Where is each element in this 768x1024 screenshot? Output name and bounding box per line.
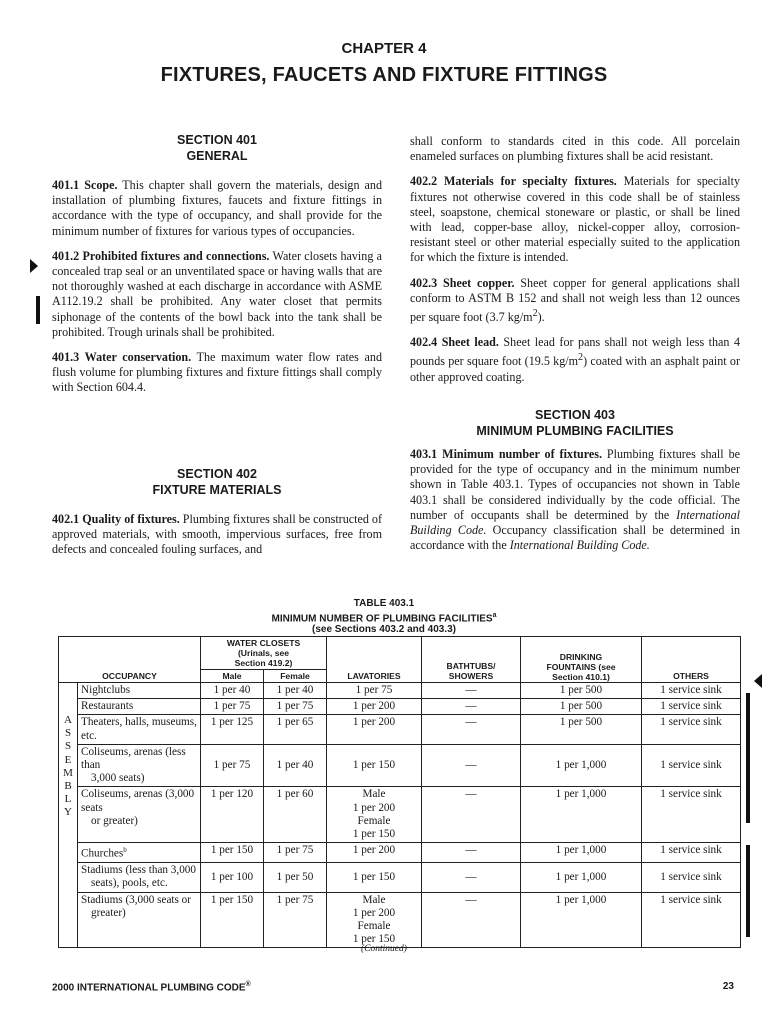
paragraph-401-3-title: 401.3 Water conservation. [52, 350, 192, 365]
paragraph-402-3-text: Sheet copper for general applications shall conform to ASTM B 152 and shall not weigh less than 12 ounces per square foot (3.7 kg/m [410, 275, 740, 325]
table-row [59, 683, 741, 699]
cell-bathtubs: — [422, 699, 521, 715]
group-letter: E [64, 753, 72, 766]
header-occupancy-label: OCCUPANCY [102, 671, 157, 681]
table-title-text: MINIMUM NUMBER OF PLUMBING FACILITIES [271, 612, 493, 624]
page-number: 23 [722, 981, 734, 992]
cell-male: 1 per 125 [201, 715, 264, 744]
group-letter: S [64, 727, 72, 740]
header-drinking-label: DRINKING FOUNTAINS (see Section 410.1) [546, 652, 616, 682]
cell-lavatories [327, 892, 422, 948]
occupancy-name: Restaurants [81, 700, 134, 713]
header-water-closets [201, 637, 327, 670]
cell-others: 1 service sink [642, 744, 741, 787]
section-403-title: MINIMUM PLUMBING FACILITIES [476, 423, 674, 438]
chapter-label: CHAPTER 4 [341, 40, 427, 57]
occupancy-name: Churches [81, 847, 124, 860]
chapter-title: FIXTURES, FAUCETS AND FIXTURE FITTINGS [160, 64, 608, 86]
cell-female: 1 per 75 [264, 843, 327, 863]
header-male-label: Male [222, 671, 242, 681]
cell-drinking: 1 per 500 [521, 683, 642, 699]
occupancy-name: Nightclubs [81, 684, 131, 696]
occupancy-name-cont: greater) [91, 906, 126, 919]
header-water-closets-label: WATER CLOSETS [226, 638, 301, 648]
section-401-number: SECTION 401 [177, 133, 257, 147]
italic-reference: International Building Code. [410, 507, 740, 537]
group-letter: A [64, 714, 72, 726]
cell-female: 1 per 75 [264, 892, 327, 948]
header-bathtubs-label: BATHTUBS/ SHOWERS [446, 661, 496, 681]
cell-others: 1 service sink [642, 699, 741, 715]
change-bar [746, 845, 750, 937]
paragraph-401-3 [52, 350, 382, 396]
occupancy-name: Theaters, halls, museums, etc. [81, 716, 197, 742]
change-bar [36, 296, 40, 324]
section-402-title: FIXTURE MATERIALS [152, 482, 282, 497]
table-continued-note: (Continued) [361, 944, 407, 954]
change-bar [746, 693, 750, 823]
group-letter: S [64, 740, 72, 753]
cell-bathtubs: — [422, 744, 521, 787]
cell-bathtubs: — [422, 683, 521, 699]
paragraph-401-3-text: The maximum water flow rates and flush volume for plumbing fixtures and fixture fittings shall comply with Section 604.4. [52, 350, 382, 395]
table-row [59, 787, 741, 843]
lavatories-line: Female [357, 919, 391, 932]
occupancy-name-cont: 3,000 seats) [91, 772, 145, 785]
cell-lavatories: 1 per 200 [327, 699, 422, 715]
cell-drinking: 1 per 1,000 [521, 863, 642, 892]
table-row [59, 699, 741, 715]
cell-others: 1 service sink [642, 715, 741, 744]
right-column [410, 134, 740, 563]
cell-occupancy [78, 863, 201, 892]
paragraph-403-1-text-2: Occupancy classification shall be determined in accordance with the [410, 522, 741, 553]
cell-male: 1 per 120 [201, 787, 264, 843]
paragraph-402-3-title: 402.3 Sheet copper. [410, 275, 515, 290]
change-arrow-icon [30, 259, 38, 273]
section-402-heading [52, 466, 382, 498]
cell-occupancy [78, 892, 201, 948]
paragraph-402-3 [410, 276, 740, 326]
cell-female: 1 per 40 [264, 744, 327, 787]
table-title [0, 610, 768, 625]
cell-female: 1 per 65 [264, 715, 327, 744]
header-female-label: Female [280, 671, 310, 681]
change-arrow-icon [754, 674, 762, 688]
occupancy-name: Stadiums (3,000 seats or [81, 893, 192, 906]
lavatories-line: Male [362, 893, 386, 906]
header-bathtubs [422, 637, 521, 683]
cell-occupancy [78, 683, 201, 699]
cell-male: 1 per 75 [201, 744, 264, 787]
table-subtitle: (see Sections 403.2 and 403.3) [312, 624, 456, 636]
cell-drinking: 1 per 1,000 [521, 744, 642, 787]
cell-drinking: 1 per 1,000 [521, 787, 642, 843]
table-row [59, 892, 741, 948]
header-drinking [521, 637, 642, 683]
paragraph-401-2-text: Water closets having a concealed trap seal or an unventilated space or having walls that are not thoroughly washed at each discharge in accordance with ASME A112.19.2 shall be prohibited. Any water closet that permits siphonage of the contents of the bowl back into the tank shall be prohibited. Trough urinals shall be prohibited. [52, 248, 382, 339]
paragraph-402-1-cont-text: shall conform to standards cited in this code. All porcelain enameled surfaces on plumbing fixtures shall be acid resistant. [410, 134, 740, 164]
cell-occupancy [78, 699, 201, 715]
table-caption [0, 598, 768, 636]
section-403-heading [410, 407, 740, 439]
cell-others: 1 service sink [642, 683, 741, 699]
section-403-number: SECTION 403 [535, 407, 615, 422]
registered-mark: ® [245, 981, 251, 988]
paragraph-402-4 [410, 335, 740, 385]
group-letter: L [64, 793, 72, 806]
header-female [264, 670, 327, 683]
paragraph-402-1-continued [410, 134, 740, 164]
cell-female: 1 per 75 [264, 699, 327, 715]
paragraph-402-3-text-end: ). [537, 310, 545, 325]
cell-others: 1 service sink [642, 787, 741, 843]
cell-occupancy [78, 843, 201, 863]
footer-book-title [52, 981, 251, 993]
cell-bathtubs: — [422, 787, 521, 843]
cell-male: 1 per 150 [201, 892, 264, 948]
paragraph-401-1-title: 401.1 Scope. [52, 178, 118, 192]
group-label-assembly [59, 683, 78, 948]
cell-bathtubs: — [422, 892, 521, 948]
group-letter: Y [64, 806, 72, 819]
section-402-number: SECTION 402 [177, 466, 257, 481]
header-others-label: OTHERS [673, 671, 709, 681]
occupancy-name-cont: or greater) [91, 814, 138, 827]
cell-others: 1 service sink [642, 892, 741, 948]
paragraph-402-4-title: 402.4 Sheet lead. [410, 335, 499, 350]
cell-lavatories: 1 per 200 [327, 843, 422, 863]
occupancy-name: Coliseums, arenas (less than [81, 745, 186, 772]
cell-drinking: 1 per 500 [521, 699, 642, 715]
occupancy-name: Coliseums, arenas (3,000 seats [81, 788, 195, 814]
paragraph-401-1-text: This chapter shall govern the materials, design and installation of plumbing fixtures, faucets and fixture fittings in accordance with the type of occupancy, and shall provide for the minimum number of fixtures for various types of occupancies. [52, 178, 382, 238]
superscript: 2 [578, 352, 584, 364]
paragraph-403-1-title: 403.1 Minimum number of fixtures. [410, 446, 602, 461]
group-letter: B [64, 780, 72, 793]
cell-lavatories: 1 per 150 [327, 863, 422, 892]
header-water-closets-note: (Urinals, see Section 419.2) [234, 648, 293, 668]
paragraph-402-4-text: Sheet lead for pans shall not weigh less than 4 pounds per square foot (19.5 kg/m [410, 335, 740, 369]
italic-reference: International Building Code. [509, 538, 650, 553]
lavatories-line: Female [357, 814, 391, 827]
paragraph-402-2-title: 402.2 Materials for specialty fixtures. [410, 174, 617, 189]
table-title-footnote: a [492, 611, 497, 619]
cell-others: 1 service sink [642, 863, 741, 892]
cell-bathtubs: — [422, 843, 521, 863]
cell-occupancy [78, 715, 201, 744]
header-others [642, 637, 741, 683]
table-row [59, 715, 741, 744]
cell-occupancy [78, 787, 201, 843]
left-column [52, 132, 382, 567]
cell-lavatories [327, 787, 422, 843]
plumbing-facilities-table [58, 636, 741, 948]
lavatories-line: Male [362, 788, 386, 801]
section-401-heading [52, 132, 382, 164]
cell-female: 1 per 40 [264, 683, 327, 699]
paragraph-402-1-title: 402.1 Quality of fixtures. [52, 511, 180, 526]
cell-female: 1 per 50 [264, 863, 327, 892]
cell-lavatories: 1 per 150 [327, 744, 422, 787]
header-male [201, 670, 264, 683]
header-lavatories [327, 637, 422, 683]
cell-male: 1 per 150 [201, 843, 264, 863]
paragraph-403-1-text: Plumbing fixtures shall be provided for the type of occupancy and in the minimum number shown in Table 403.1. Types of occupancies not shown in Table 403.1 shall be considered individually by the code official. The number of occupants shall be determined by the [410, 446, 740, 522]
cell-male: 1 per 40 [201, 683, 264, 699]
footnote-marker: b [123, 846, 127, 855]
group-letter: M [63, 766, 73, 779]
cell-drinking: 1 per 1,000 [521, 892, 642, 948]
cell-others: 1 service sink [642, 843, 741, 863]
cell-occupancy [78, 744, 201, 787]
lavatories-line: 1 per 200 [352, 801, 396, 814]
lavatories-line: 1 per 200 [352, 906, 396, 919]
occupancy-name: Stadiums (less than 3,000 [81, 864, 196, 877]
cell-drinking: 1 per 1,000 [521, 843, 642, 863]
cell-lavatories: 1 per 75 [327, 683, 422, 699]
paragraph-402-4-text-end: ) coated with an asphalt paint or other approved coating. [410, 354, 740, 384]
cell-lavatories: 1 per 200 [327, 715, 422, 744]
cell-bathtubs: — [422, 863, 521, 892]
cell-bathtubs: — [422, 715, 521, 744]
header-lavatories-label: LAVATORIES [347, 671, 401, 681]
cell-female: 1 per 60 [264, 787, 327, 843]
table-row [59, 843, 741, 863]
table-row [59, 744, 741, 787]
paragraph-403-1 [410, 447, 740, 553]
paragraph-402-2 [410, 174, 740, 265]
lavatories-line: 1 per 150 [352, 828, 396, 841]
cell-male: 1 per 75 [201, 699, 264, 715]
table-row [59, 863, 741, 892]
paragraph-402-1-text: Plumbing fixtures shall be constructed of approved materials, with smooth, impervious surfaces, free from defects and concealed fouling surfaces, and [52, 511, 383, 557]
cell-male: 1 per 100 [201, 863, 264, 892]
occupancy-name-cont: seats), pools, etc. [91, 877, 168, 890]
paragraph-402-1 [52, 512, 382, 558]
paragraph-401-2 [52, 249, 382, 340]
table-header-row [59, 637, 741, 670]
section-401-title: GENERAL [186, 149, 248, 163]
paragraph-401-2-title: 401.2 Prohibited fixtures and connections. [52, 248, 270, 263]
paragraph-401-1 [52, 178, 382, 239]
header-occupancy [59, 637, 201, 683]
footer-book-text: 2000 INTERNATIONAL PLUMBING CODE [52, 982, 246, 994]
superscript: 2 [532, 308, 538, 320]
table-number: TABLE 403.1 [353, 598, 415, 609]
cell-drinking: 1 per 500 [521, 715, 642, 744]
lavatories-line: 1 per 150 [352, 933, 396, 946]
paragraph-402-2-text: Materials for specialty fixtures not otherwise covered in this code shall be of stainless steel, soapstone, chemical stoneware or plastic, or shall be lined with lead, copper-base alloy, nickel-copper alloy, corrosion-resistant steel or other material especially suited to the application for which the fixture is intended. [410, 174, 740, 265]
